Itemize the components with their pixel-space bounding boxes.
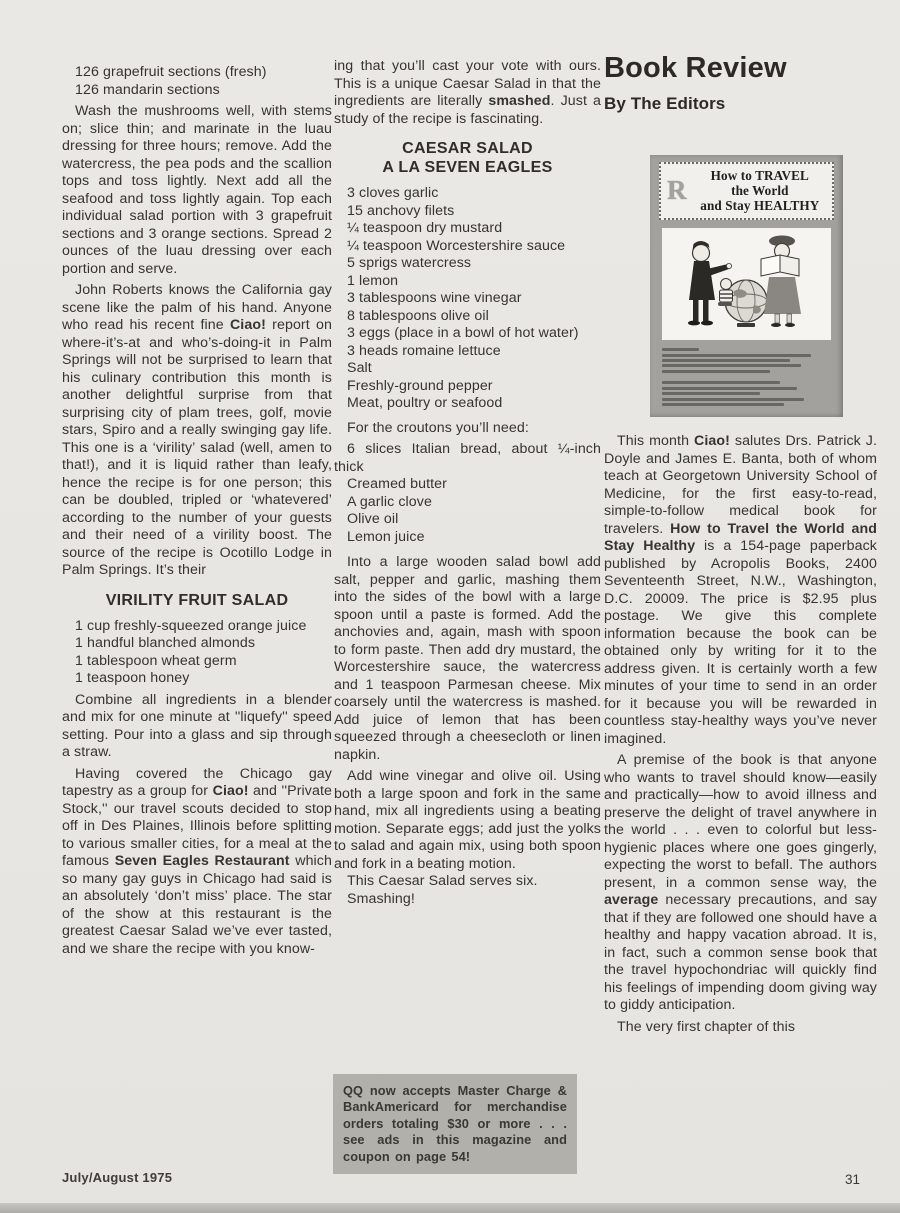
ingredient-line: Meat, poultry or seafood	[347, 395, 503, 411]
text: John Roberts knows the California gay scene like the palm of his hand. Anyone who read his recent fine	[62, 282, 332, 333]
method-paragraph-1: Into a large wooden salad bowl add salt, pepper and garlic, mashing them into the sides of the bowl with a large spoon until a paste is formed. Add the anchovies and, again, mash with spoon to form paste. Then add dry mustard, the Worcestershire sauce, the watercress and 1 teaspoon Parmesan cheese. Mix coarsely until the watercress is mashed. Add juice of lemon that has been squeezed through a cheesecloth or linen napkin.	[334, 554, 601, 763]
bold-text: How to Travel the World and Stay Healthy	[604, 520, 877, 555]
caesar-heading-line1: CAESAR SALAD	[402, 140, 533, 157]
luau-ingredient-list	[62, 64, 332, 99]
text: This month	[617, 433, 694, 450]
left-column	[62, 60, 332, 958]
review-paragraph-3: The very first chapter of this	[617, 1018, 796, 1035]
book-cover	[650, 155, 843, 418]
footer-issue-date: July/August 1975	[62, 1170, 173, 1185]
child-figure	[718, 279, 733, 307]
credit-line	[662, 370, 770, 373]
text: A premise of the book is that anyone who wants to travel should know—easily and practically—how to avoid illness and preserve the delight of travel anywhere in the world . . . even to colorful but less-hygienic places where one goes gingerly, expecting the worst to befall. The authors present, in a common sense way, the	[604, 752, 877, 891]
text: salutes Drs. Patrick J. Doyle and James E. Banta, both of whom teach at Georgetown University School of Medicine, for the first easy-to-read, simple-to-follow medical book for travelers.	[604, 433, 877, 537]
review-paragraph-2	[604, 752, 877, 1015]
review-paragraph-1	[604, 433, 877, 748]
ingredient-line: Freshly-ground pepper	[347, 377, 493, 394]
combine-paragraph: Combine all ingredients in a blender and mix for one minute at ''liquefy'' speed setting. Pour into a glass and sip through a straw.	[62, 691, 332, 760]
text: . Just a study of the recipe is fascinating.	[334, 93, 601, 127]
ingredient-line: 1 tablespoon wheat germ	[75, 652, 237, 669]
footer-page-number: 31	[845, 1172, 861, 1187]
credit-line	[662, 364, 801, 367]
page-bottom-scan-edge	[0, 1203, 900, 1213]
ingredient-line: 5 sprigs watercress	[347, 255, 472, 271]
ingredient-line: 1 teaspoon honey	[75, 670, 190, 686]
text: report on where-it’s-at and who’s-doing-it in Palm Springs will not be surprised to learn that his culinary contribution this month is another delightful surprise from that surprising city of plam trees, golf, movie stars, Spiro and a really swinging gay life. This one is a ‘virility’ salad (well, amen to that!), and it is liquid rather than leafy, hence the recipe is for one person; this can be doubled, tripled or ‘whatevered’ according to the number of your guests and their need of a virility boost. The source of the recipe is Ocotillo Lodge in Palm Springs. It’s their	[62, 317, 332, 578]
caesar-ingredient-list	[334, 185, 601, 413]
ingredient-line: 3 cloves garlic	[347, 185, 439, 201]
ingredient-line: Olive oil	[347, 511, 399, 527]
wash-paragraph: Wash the mushrooms well, with stems on; slice thin; and marinate in the luau dressing for three hours; remove. Add the watercress, the pea pods and the scallion tops and toss lightly. Next add all the seafood and toss lightly again. Top each individual salad portion with 3 grapefruit sections and 3 orange sections. Spread 2 ounces of the luau dressing over each portion and serve.	[62, 103, 332, 277]
credit-line	[662, 359, 790, 362]
ingredient-line: 15 anchovy filets	[347, 202, 455, 219]
serves-line: This Caesar Salad serves six.	[347, 873, 538, 889]
bold-text: average	[604, 892, 659, 909]
ingredient-line: 1 handful blanched almonds	[75, 635, 256, 651]
crouton-ingredient-list	[334, 441, 601, 546]
cover-title	[691, 168, 829, 214]
ingredient-line: ¼ teaspoon dry mustard	[347, 220, 503, 236]
cover-illustration-panel	[662, 228, 831, 340]
virility-ingredient-list	[62, 618, 332, 688]
cover-title-line2: the World	[731, 182, 789, 198]
method-paragraph-2: Add wine vinegar and olive oil. Using both a large spoon and fork in the same hand, mix all ingredients using a beating motion. Separate eggs; add just the yolks to salad and again mix, using both spoon and fork in a beating motion.	[334, 768, 601, 872]
cover-author-credits	[662, 348, 831, 406]
book-review-title: Book Review	[604, 52, 787, 84]
credit-line	[662, 392, 760, 395]
ingredient-line: ¼ teaspoon Worcestershire sauce	[347, 237, 566, 254]
cover-title-line1: How to TRAVEL	[710, 167, 809, 183]
credit-line	[662, 387, 797, 390]
right-column	[604, 52, 877, 1036]
credit-line	[662, 348, 699, 351]
ingredient-line: 126 grapefruit sections (fresh)	[75, 64, 267, 80]
text: and ''Private Stock,'' our travel scouts decided to stop off in Des Plaines, Illinois before splitting to various smaller cities, for a meal at the famous	[62, 783, 333, 869]
ingredient-line: 3 tablespoons wine vinegar	[347, 290, 522, 306]
ingredient-line: 1 lemon	[347, 272, 399, 289]
bold-text: Ciao!	[229, 317, 266, 333]
credit-line	[662, 403, 784, 406]
john-roberts-paragraph	[62, 282, 332, 580]
text: necessary precautions, and say that if they are followed one should have a healthy and happy vacation abroad. It is, in fact, such a common sense book that the travel hypochondriac will quickly find his feelings of impending doom giving way to giddy anticipation.	[604, 892, 877, 1014]
rx-logo: R	[667, 174, 687, 205]
bold-text: smashed	[488, 93, 551, 109]
credit-line	[662, 381, 780, 384]
text: is a 154-page paperback published by Acropolis Books, 2400 Seventeenth Street, N.W., Washington, D.C. 20009. The price is $2.95 plus postage. We give this complete information because the book can be obtained only by writing for it to the address given. It is certainly worth a few minutes of your time to send in an order for it because you will be rewarded in countless stay-healthy ways you’ve never imagined.	[604, 538, 877, 747]
text: which so many gay guys in Chicago had said is an absolutely ‘don’t miss’ place. The star of the show at this restaurant is the greatest Caesar Salad we’ve ever tasted, and we share the recipe with you know-	[62, 853, 332, 957]
bold-text: Ciao!	[212, 783, 249, 799]
ingredient-line: 3 eggs (place in a bowl of hot water)	[347, 325, 579, 341]
byline: By The Editors	[604, 94, 726, 113]
croutons-intro-line: For the croutons you’ll need:	[347, 419, 529, 436]
ingredient-line: 3 heads romaine lettuce	[347, 342, 501, 359]
credit-line	[662, 398, 804, 401]
bold-text: Seven Eagles Restaurant	[114, 853, 290, 869]
ingredient-line: Creamed butter	[347, 476, 447, 492]
ingredient-line: 6 slices Italian bread, about ¼-inch thick	[334, 441, 601, 475]
middle-column	[334, 58, 601, 908]
book-cover-illustration	[662, 228, 831, 340]
ingredient-line: Lemon juice	[347, 528, 425, 545]
text: Having covered the Chicago gay tapestry as a group for	[62, 765, 332, 799]
ingredient-line: 1 cup freshly-squeezed orange juice	[75, 617, 307, 634]
credit-gap	[662, 375, 831, 379]
virility-fruit-salad-heading: VIRILITY FRUIT SALAD	[105, 591, 289, 609]
ingredient-line: Salt	[347, 360, 372, 376]
smashing-line: Smashing!	[347, 890, 415, 907]
caesar-salad-heading	[334, 139, 601, 177]
cover-title-stamp	[659, 162, 834, 221]
ingredient-line: A garlic clove	[347, 493, 432, 510]
qq-credit-card-notice: QQ now accepts Master Charge & BankAmericard for merchandise orders totaling $30 or more . . . see ads in this magazine and coupon on page 54!	[333, 1074, 577, 1174]
text: ing that you’ll cast your vote with ours. This is a unique Caesar Salad in that the ingredients are literally	[334, 58, 601, 109]
having-covered-paragraph	[62, 766, 332, 959]
ingredient-line: 8 tablespoons olive oil	[347, 307, 489, 324]
caesar-heading-line2: A LA SEVEN EAGLES	[382, 159, 553, 176]
ingredient-line: 126 mandarin sections	[75, 81, 220, 98]
credit-line	[662, 354, 811, 357]
cover-title-line3: and Stay HEALTHY	[700, 197, 820, 213]
woman-figure	[761, 236, 801, 328]
caesar-intro-paragraph	[334, 58, 601, 128]
bold-text: Ciao!	[693, 433, 730, 450]
